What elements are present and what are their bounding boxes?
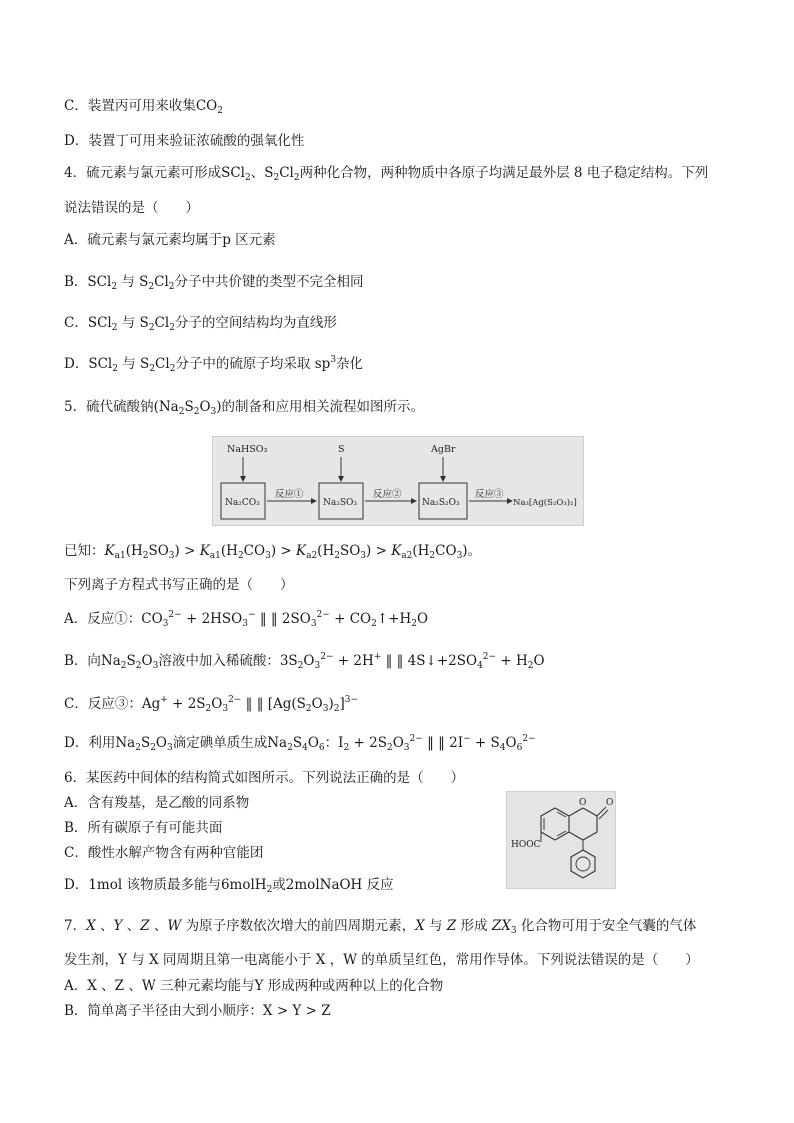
q5-option-d: D．利用$Na_2S_2O_3$滴定碘单质生成$Na_2S_4O_6$：$I_2 + 2S_2O_3^{2-}$ ‖ ‖ $2I^- + S_4O_6^{2-}$ (64, 734, 536, 753)
q5-option-a: A．反应①：$CO_3^{2-} + 2HSO_3^-$ ‖ ‖ $2SO_3^{2-}$ + $CO_2↑+H_2O$ (64, 610, 429, 629)
q4-option-c: C．SCl$_2$ 与 $S_2Cl_2$分子的空间结构均为直线形 (64, 315, 337, 333)
q5-flow-diagram (212, 436, 584, 526)
q5-stem: 5．硫代硫酸钠$(Na_2S_2O_3)$的制备和应用相关流程如图所示。 (64, 399, 425, 417)
reagent-3: AgBr (431, 444, 456, 455)
box-2-label: Na₂SO₃ (323, 498, 358, 508)
box-3-label: Na₂S₂O₃ (422, 498, 460, 508)
q6-option-c: C．酸性水解产物含有两种官能团 (64, 845, 264, 861)
q3-option-c: C．装置丙可用来收集$CO_2$ (64, 98, 223, 116)
q5-option-c: C．反应③：$Ag^+ + 2S_2O_3^{2-}$ ‖ ‖ $[Ag(S_2O_3)_2]^{3-}$ (64, 695, 359, 714)
arrow-2-label: 反应② (373, 489, 402, 500)
q6-option-d: D．1mol 该物质最多能与6molH$_2$或2molNaOH 反应 (64, 877, 394, 895)
q7-option-b: B．简单离子半径由大到小顺序：X > Y > Z (64, 1003, 331, 1019)
q7-option-a: A．X 、Z 、W 三种元素均能与Y 形成两种或两种以上的化合物 (64, 978, 444, 994)
q7-stem: 7．X 、Y 、Z 、W 为原子序数依次增大的前四周期元素，X 与 Z 形成 $ZX_3$ 化合物可用于安全气囊的气体 (64, 918, 697, 936)
reagent-2: S (338, 444, 345, 455)
q5-ask: 下列离子方程式书写正确的是（ ） (64, 577, 294, 593)
q6-structure-image (506, 791, 616, 889)
q4-stem-line2: 说法错误的是（ ） (64, 200, 199, 216)
q5-option-b: B．向$Na_2S_2O_3$溶液中加入稀硫酸：$3S_2O_3^{2-} + 2H^+$ ‖ ‖ $4S↓+2SO_4^{2-} + H_2O$ (64, 652, 545, 671)
q4-option-b: B．SCl$_2$ 与 $S_2Cl_2$分子中共价键的类型不完全相同 (64, 274, 364, 292)
q4-option-a: A．硫元素与氯元素均属于p 区元素 (64, 232, 276, 248)
hooc-label: HOOC (511, 840, 541, 850)
box-1-label: Na₂CO₃ (225, 498, 260, 508)
q4-stem: 4．硫元素与氯元素可形成SCl$_2$、$S_2Cl_2$两种化合物，两种物质中各原子均满足最外层 8 电子稳定结构。下列 (64, 165, 709, 183)
q5-known: 已知：$K_{a1}(H_2SO_3) > K_{a1}(H_2CO_3) > K_{a2}(H_2SO_3) > K_{a2}(H_2CO_3)$。 (64, 543, 482, 561)
q6-stem: 6．某医药中间体的结构简式如图所示。下列说法正确的是（ ） (64, 770, 465, 786)
ring-oxygen-label: O (579, 798, 587, 808)
q3-option-d: D．装置丁可用来验证浓硫酸的强氧化性 (64, 133, 305, 149)
arrow-1-label: 反应① (275, 489, 304, 500)
reagent-1: NaHSO₃ (227, 444, 268, 455)
q4-option-d: D．SCl$_2$ 与 $S_2Cl_2$分子中的硫原子均采取 $sp^3$杂化 (64, 355, 364, 374)
carbonyl-oxygen-label: O (606, 798, 614, 808)
arrow-3-label: 反应③ (475, 489, 504, 500)
q6-option-b: B．所有碳原子有可能共面 (64, 820, 223, 836)
q6-option-a: A．含有羧基，是乙酸的同系物 (64, 795, 250, 811)
product-label: Na₃[Ag(S₂O₃)₂] (513, 498, 577, 508)
q7-stem-line2: 发生剂，Y 与 X 同周期且第一电离能小于 X ，W 的单质呈红色，常用作导体。下列说法错误的是（ ） (64, 952, 699, 968)
